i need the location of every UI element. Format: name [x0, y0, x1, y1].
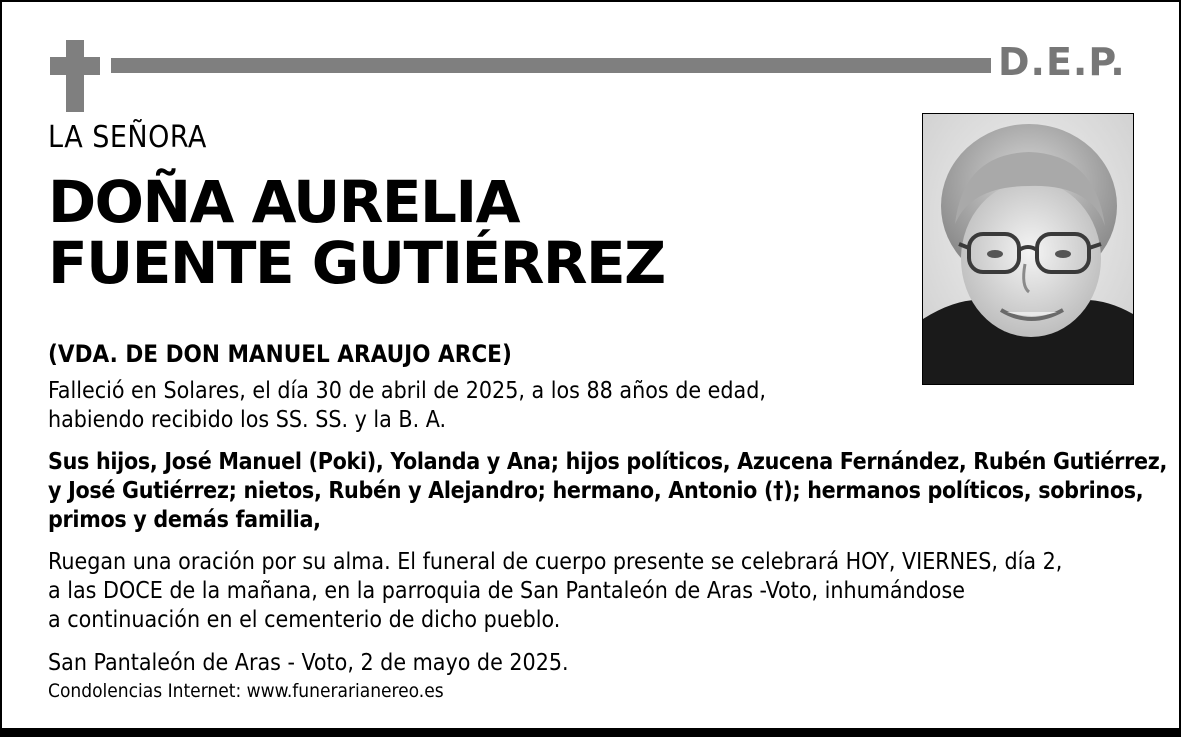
widow-of: (VDA. DE DON MANUEL ARAUJO ARCE): [48, 340, 512, 368]
place-date: San Pantaleón de Aras - Voto, 2 de mayo de 2025.: [48, 650, 569, 676]
portrait-photo: [922, 113, 1134, 385]
title-label: LA SEÑORA: [48, 120, 207, 155]
family-line-1: Sus hijos, José Manuel (Poki), Yolanda y Ana; hijos políticos, Azucena Fernández, Rubén Gutiérrez,: [48, 449, 1168, 475]
header-rule: [111, 58, 991, 73]
death-paragraph: [48, 377, 766, 435]
family-line-2: y José Gutiérrez; nietos, Rubén y Alejandro; hermano, Antonio (†); hermanos políticos, sobrinos,: [48, 478, 1144, 504]
funeral-line-3: a continuación en el cementerio de dicho pueblo.: [48, 607, 561, 633]
funeral-line-2: a las DOCE de la mañana, en la parroquia de San Pantaleón de Aras -Voto, inhumándose: [48, 578, 965, 604]
name-line-1: DOÑA AURELIA: [48, 168, 519, 236]
bottom-rule: [2, 728, 1179, 737]
family-line-3: primos y demás familia,: [48, 507, 321, 533]
funeral-line-1: Ruegan una oración por su alma. El funeral de cuerpo presente se celebrará HOY, VIERNES, día 2,: [48, 549, 1063, 575]
death-line-1: Falleció en Solares, el día 30 de abril de 2025, a los 88 años de edad,: [48, 378, 766, 404]
family-paragraph: [48, 448, 1167, 535]
portrait-illustration: [923, 114, 1133, 384]
death-line-2: habiendo recibido los SS. SS. y la B. A.: [48, 407, 447, 433]
name-line-2: FUENTE GUTIÉRREZ: [48, 229, 665, 297]
condolences-link: Condolencias Internet: www.funerarianereo.es: [48, 680, 444, 702]
cross-icon: [50, 40, 100, 112]
dep-heading: D.E.P.: [998, 40, 1126, 84]
deceased-name: [48, 168, 665, 297]
funeral-paragraph: [48, 548, 1062, 635]
